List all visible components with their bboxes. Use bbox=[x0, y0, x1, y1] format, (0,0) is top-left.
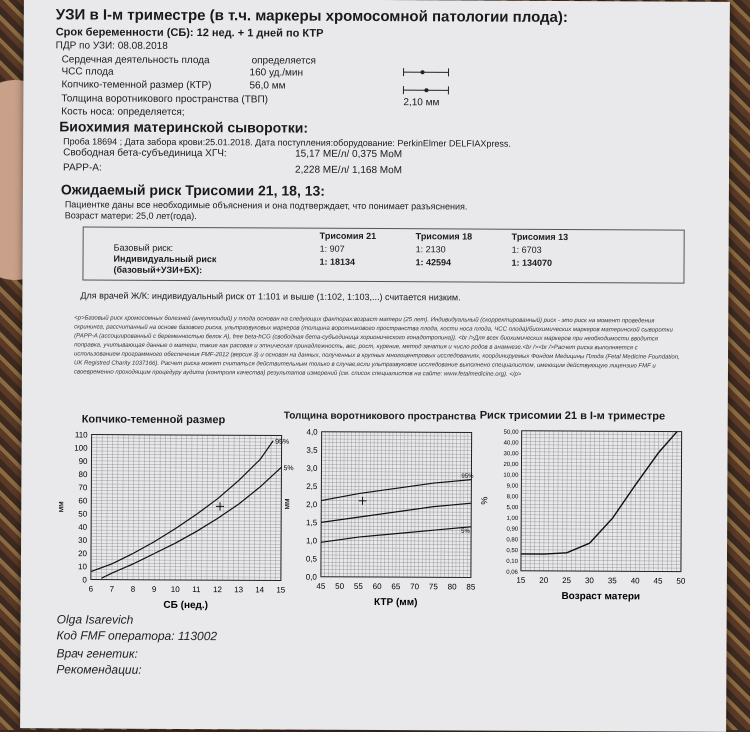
grid-h bbox=[521, 462, 681, 463]
grid-h bbox=[522, 438, 682, 439]
grid-h bbox=[521, 469, 681, 470]
grid-h bbox=[522, 445, 682, 446]
x-tick-label: 20 bbox=[539, 576, 548, 585]
fmf-code: Код FMF оператора: 113002 bbox=[57, 628, 218, 643]
x-tick-label: 75 bbox=[429, 582, 438, 591]
grid-h bbox=[521, 490, 681, 491]
geneticist: Врач генетик: bbox=[56, 646, 137, 660]
x-tick-label: 55 bbox=[354, 582, 363, 591]
risk-table bbox=[82, 226, 684, 283]
grid-h bbox=[521, 550, 681, 551]
y-tick-label: 0 bbox=[82, 575, 87, 584]
ktr-label: Копчико-теменной размер (КТР) bbox=[61, 79, 211, 91]
papp-label: PAPP-A: bbox=[63, 162, 102, 173]
grid-h bbox=[521, 564, 681, 565]
patient-point bbox=[359, 497, 367, 505]
biochem-title: Биохимия материнской сыворотки: bbox=[59, 118, 308, 135]
x-tick-label: 15 bbox=[276, 585, 285, 594]
risk-title: Ожидаемый риск Трисомии 21, 18, 13: bbox=[61, 181, 325, 198]
grid-h bbox=[521, 536, 681, 537]
grid-h bbox=[521, 483, 681, 484]
hcg-label: Свободная бета-субъединица ХГЧ: bbox=[63, 147, 227, 159]
y-tick-label: 3,5 bbox=[306, 446, 318, 455]
heart-value: определяется bbox=[252, 55, 316, 66]
y-tick-label: 100 bbox=[74, 444, 88, 453]
grid-h bbox=[521, 508, 681, 509]
y-tick-label: 40 bbox=[78, 523, 87, 532]
doctor-note: Для врачей Ж/К: индивидуальный риск от 1:101 и выше (1:102, 1:103,...) считается низким. bbox=[80, 290, 460, 302]
tvp-label: Толщина воротникового пространства (ТВП) bbox=[61, 93, 268, 105]
pdr-date: ПДР по УЗИ: 08.08.2018 bbox=[56, 40, 168, 52]
col-t18: Трисомия 18 bbox=[416, 231, 473, 241]
x-tick-label: 60 bbox=[373, 582, 382, 591]
x-axis-label: Возраст матери bbox=[561, 591, 640, 602]
ind-t18: 1: 42594 bbox=[416, 257, 452, 267]
tvp-chart bbox=[275, 423, 476, 614]
ind-t13: 1: 134070 bbox=[512, 258, 553, 268]
y-tick-label: 50,00 bbox=[504, 430, 520, 436]
report-title: УЗИ в I-м триместре (в т.ч. маркеры хромосомной патологии плода): bbox=[56, 6, 568, 26]
y-tick-label: 0,10 bbox=[506, 559, 518, 565]
x-tick-label: 14 bbox=[255, 585, 264, 594]
grid-h bbox=[522, 441, 682, 442]
x-tick-label: 45 bbox=[654, 576, 663, 585]
col-t21: Трисомия 21 bbox=[320, 231, 377, 241]
curve-label: 5% bbox=[461, 529, 470, 535]
mother-age: Возраст матери: 25,0 лет(года). bbox=[65, 210, 197, 221]
x-tick-label: 65 bbox=[391, 582, 400, 591]
grid-h bbox=[521, 511, 681, 512]
x-tick-label: 70 bbox=[410, 582, 419, 591]
risk-chart bbox=[473, 421, 694, 612]
grid-h bbox=[521, 567, 681, 568]
patient-point bbox=[216, 502, 224, 510]
curve-label: 95% bbox=[275, 439, 289, 446]
consent-text: Пациентке даны все необходимые объяснения и она подтверждает, что понимает разъяснения. bbox=[65, 199, 468, 211]
y-tick-label: 2,5 bbox=[306, 482, 318, 491]
hr-value: 160 уд./мин bbox=[249, 67, 303, 78]
x-tick-label: 8 bbox=[131, 585, 136, 594]
x-axis-label: КТР (мм) bbox=[374, 597, 417, 608]
x-tick-label: 15 bbox=[516, 576, 525, 585]
grid-h bbox=[521, 522, 681, 523]
range-markers bbox=[398, 64, 458, 104]
y-tick-label: 1,5 bbox=[306, 518, 318, 527]
hcg-value: 15,17 МЕ/л/ 0,375 MoM bbox=[295, 149, 402, 161]
x-tick-label: 85 bbox=[466, 582, 475, 591]
risk-chart-title: Риск трисомии 21 в I-м триместре bbox=[480, 410, 665, 423]
ktr-value: 56,0 мм bbox=[249, 80, 285, 91]
base-t18: 1: 2130 bbox=[416, 244, 446, 254]
grid-h bbox=[521, 557, 681, 558]
curve-label: 5% bbox=[283, 465, 293, 472]
grid-h bbox=[521, 543, 681, 544]
report-sheet bbox=[20, 0, 730, 732]
y-tick-label: 2,0 bbox=[306, 500, 318, 509]
grid-h bbox=[521, 473, 681, 474]
y-tick-label: 0,5 bbox=[306, 555, 318, 564]
grid-h bbox=[521, 497, 681, 498]
x-tick-label: 35 bbox=[608, 576, 617, 585]
y-tick-label: 5,00 bbox=[507, 505, 519, 511]
y-tick-label: 30 bbox=[78, 536, 87, 545]
fine-print: <p>Базовый риск хромосомных болезней (анеуплоидий) у плода основан на следующих факторах:возраст матери (25 лет). Индивидуальный (скорректированный) риск - это риск на момент проведения скрининга, рассчитанный на основе базового риска, ультразвуковых маркеров (толщина воротникового пространства плода, кости носа плода, ЧСС плода)/биохимических маркеров материнской сыворотки (PAPP-A (ассоциированный с беременностью белок А), free beta-hCG (свободная бета-субъединица хорионического гонадотропина)). <br />Для всех биохимических маркеров при необходимости вводится поправка, учитывающая данные о матери, такие как расовая и этническая принадлежность, вес, рост, курение, метод зачатия и число родов в анамнезе.<br /><br />Расчет риска выполняется с использованием программного обеспечения FMF-2012 (версия 3) и основан на данных, полученных в крупных многоцентровых исследованиях, координируемых Фондом Медицины Плода (Fetal Medicine Foundation, UK Registred Charity 1037166). Расчет риска может считаться действительным только в случае,если ультразвуковое исследование выполнено специалистом, имеющим действующую лицензию FMF и своевременно проходящим процедуру аудита (контроля качества) результатов измерений (см. список специалистов на сайте: www.fetalmedicine.org). </p> bbox=[74, 314, 684, 413]
x-tick-label: 7 bbox=[110, 585, 115, 594]
y-tick-label: 0,06 bbox=[506, 570, 518, 576]
y-tick-label: 80 bbox=[78, 470, 87, 479]
grid-h bbox=[521, 532, 681, 533]
x-tick-label: 80 bbox=[448, 582, 457, 591]
heart-label: Сердечная деятельность плода bbox=[62, 54, 210, 66]
y-tick-label: 0,80 bbox=[506, 537, 518, 543]
base-t21: 1: 907 bbox=[320, 244, 345, 254]
series-line-95% bbox=[91, 440, 273, 573]
grid-h bbox=[521, 546, 681, 547]
grid-h bbox=[521, 560, 681, 561]
grid-h bbox=[521, 529, 681, 530]
grid-h bbox=[521, 515, 681, 516]
y-tick-label: 1,00 bbox=[506, 516, 518, 522]
y-tick-label: 90 bbox=[79, 457, 88, 466]
x-tick-label: 9 bbox=[152, 585, 157, 594]
x-tick-label: 25 bbox=[562, 576, 571, 585]
curve-label: 95% bbox=[461, 474, 474, 480]
y-tick-label: 3,0 bbox=[306, 464, 318, 473]
grid-h bbox=[522, 448, 682, 449]
y-tick-label: 8,00 bbox=[507, 494, 519, 500]
y-tick-label: 60 bbox=[78, 496, 87, 505]
sample-line: Проба 18694 ; Дата забора крови:25.01.2018. Дата поступления:оборудование: PerkinElmer DELFIAXpress. bbox=[63, 136, 511, 148]
y-axis-label: мм bbox=[56, 501, 65, 512]
x-axis-label: СБ (нед.) bbox=[163, 600, 208, 611]
grid-h bbox=[521, 476, 681, 477]
grid-h bbox=[521, 494, 681, 495]
x-tick-label: 11 bbox=[192, 585, 201, 594]
ind-risk-label: Индивидуальный риск bbox=[114, 254, 217, 265]
grid-h bbox=[522, 434, 682, 435]
base-risk-label: Базовый риск: bbox=[114, 243, 174, 253]
grid-h bbox=[521, 501, 681, 502]
operator-name: Olga Isarevich bbox=[57, 612, 134, 626]
grid-h bbox=[522, 452, 682, 453]
x-tick-label: 30 bbox=[585, 576, 594, 585]
grid-h bbox=[521, 539, 681, 540]
recommendations: Рекомендации: bbox=[56, 662, 141, 676]
papp-value: 2,228 МЕ/л/ 1,168 MoM bbox=[295, 165, 402, 177]
y-tick-label: 30,00 bbox=[504, 451, 520, 457]
grid-h bbox=[521, 504, 681, 505]
y-tick-label: 10,00 bbox=[503, 473, 519, 479]
ind-risk-label2: (базовый+УЗИ+БХ): bbox=[113, 265, 202, 275]
ind-t21: 1: 18134 bbox=[320, 257, 356, 267]
x-tick-label: 40 bbox=[631, 576, 640, 585]
grid-h bbox=[521, 525, 681, 526]
y-tick-label: 20,00 bbox=[503, 462, 519, 468]
y-tick-label: 20 bbox=[78, 549, 87, 558]
y-tick-label: 9,00 bbox=[507, 484, 519, 490]
ktr-chart bbox=[51, 426, 292, 612]
hr-label: ЧСС плода bbox=[62, 66, 114, 77]
grid-h bbox=[522, 455, 682, 456]
grid-h bbox=[521, 480, 681, 481]
grid-h bbox=[521, 466, 681, 467]
y-tick-label: 10 bbox=[78, 562, 87, 571]
y-tick-label: 40,00 bbox=[504, 440, 520, 446]
grid-h bbox=[521, 487, 681, 488]
ktr-chart-title: Копчико-теменной размер bbox=[82, 413, 226, 426]
y-tick-label: 0,90 bbox=[506, 527, 518, 533]
nose-bone: Кость носа: определяется; bbox=[61, 106, 184, 118]
base-t13: 1: 6703 bbox=[512, 245, 542, 255]
x-tick-label: 6 bbox=[89, 585, 94, 594]
x-tick-label: 12 bbox=[213, 585, 222, 594]
tvp-chart-title: Толщина воротникового пространства bbox=[284, 411, 476, 423]
x-tick-label: 50 bbox=[335, 582, 344, 591]
y-tick-label: 0,50 bbox=[506, 548, 518, 554]
grid-h bbox=[521, 518, 681, 519]
y-tick-label: 110 bbox=[75, 430, 88, 439]
grid-h bbox=[522, 459, 682, 460]
tvp-value: 2,10 мм bbox=[403, 97, 439, 108]
x-tick-label: 13 bbox=[234, 585, 243, 594]
x-tick-label: 10 bbox=[171, 585, 180, 594]
x-tick-label: 45 bbox=[316, 582, 325, 591]
y-tick-label: 50 bbox=[78, 510, 87, 519]
y-tick-label: 1,0 bbox=[306, 536, 318, 545]
x-tick-label: 50 bbox=[676, 577, 685, 586]
y-tick-label: 4,0 bbox=[306, 428, 318, 437]
y-tick-label: 0,0 bbox=[306, 573, 318, 582]
y-axis-label: мм bbox=[282, 499, 291, 510]
col-t13: Трисомия 13 bbox=[512, 232, 569, 242]
y-axis-label: % bbox=[479, 497, 489, 505]
y-tick-label: 70 bbox=[78, 483, 87, 492]
gestational-age: Срок беременности (СБ): 12 нед. + 1 дней по КТР bbox=[56, 26, 324, 39]
